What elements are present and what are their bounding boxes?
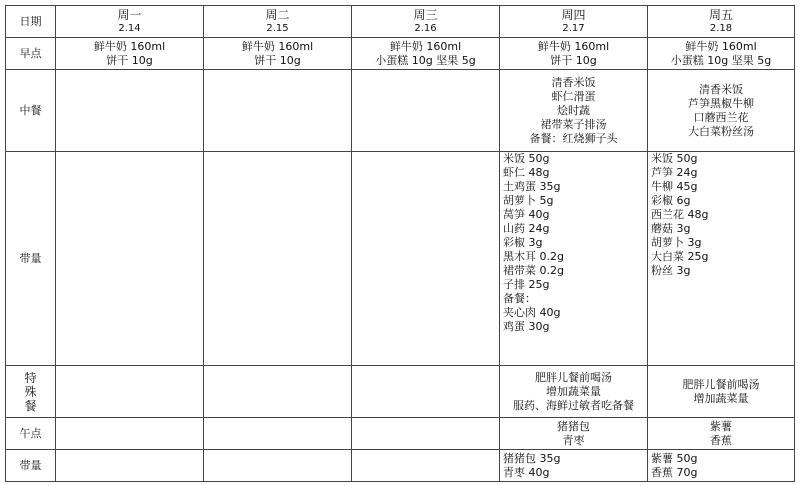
cell-line: 大白菜粉丝汤: [688, 124, 754, 138]
cell-line: 肥胖儿餐前喝汤: [682, 377, 760, 391]
breakfast-label: 早点: [6, 38, 56, 70]
lunch-label: 中餐: [6, 70, 56, 152]
cell-line: 增加蔬菜量: [693, 391, 749, 405]
lunch-thu: [500, 70, 648, 152]
special-label-char: 殊: [24, 384, 37, 399]
cell-line: 清香米饭: [551, 75, 596, 89]
day-name: 周四: [561, 8, 586, 22]
lunch-wed: [352, 70, 500, 152]
breakfast-tue: [204, 38, 352, 70]
day-date: 2.18: [709, 23, 733, 34]
day-date: 2.15: [266, 23, 289, 34]
special-tue: [204, 366, 352, 418]
breakfast-fri: [648, 38, 795, 70]
cell-line: 牛柳 45g: [651, 180, 698, 193]
weekly-menu-table: [5, 5, 795, 482]
afternoon-qty-wed: [352, 450, 500, 482]
cell-line: 西兰花 48g: [651, 208, 709, 221]
cell-line: 小蛋糕 10g 坚果 5g: [375, 53, 476, 67]
cell-line: 粉丝 3g: [651, 264, 691, 277]
cell-line: 鸡蛋 30g: [503, 320, 550, 333]
cell-line: 鲜牛奶 160ml: [389, 39, 462, 53]
day-header-tue: [204, 6, 352, 38]
day-header-fri: [648, 6, 795, 38]
cell-line: 清香米饭: [699, 82, 743, 96]
afternoon-snack-row: [6, 418, 795, 450]
afternoon-fri: [648, 418, 795, 450]
cell-line: 备餐：: [503, 292, 536, 305]
cell-line: 紫薯: [710, 419, 732, 433]
lunch-row: [6, 70, 795, 152]
header-row: [6, 6, 795, 38]
afternoon-snack-label: 午点: [6, 418, 56, 450]
afternoon-mon: [56, 418, 204, 450]
cell-line: 香蕉 70g: [651, 465, 698, 479]
cell-line: 鲜牛奶 160ml: [537, 39, 610, 53]
afternoon-qty-fri: [648, 450, 795, 482]
lunch-fri: [648, 70, 795, 152]
special-label-char: 特: [24, 370, 37, 385]
cell-line: 黑木耳 0.2g: [503, 250, 564, 263]
cell-line: 山药 24g: [503, 222, 550, 235]
cell-line: 口蘑西兰花: [693, 110, 749, 124]
cell-line: 香蕉: [710, 433, 732, 447]
special-fri: [648, 366, 795, 418]
day-name: 周三: [413, 8, 438, 22]
day-date: 2.17: [562, 23, 585, 34]
lunch-qty-tue: [204, 152, 352, 366]
special-thu: [500, 366, 648, 418]
cell-line: 猪猪包 35g: [503, 451, 561, 465]
cell-line: 彩椒 3g: [503, 236, 543, 249]
cell-line: 备餐：红烧狮子头: [529, 131, 618, 145]
cell-line: 莴笋 40g: [503, 208, 550, 221]
cell-line: 彩椒 6g: [651, 194, 691, 207]
cell-line: 鲜牛奶 160ml: [93, 39, 166, 53]
cell-line: 青枣: [562, 433, 585, 447]
cell-line: 虾仁滑蛋: [551, 89, 596, 103]
cell-line: 裙带菜 0.2g: [503, 264, 564, 277]
cell-line: 饼干 10g: [550, 53, 597, 67]
lunch-quantity-row: [6, 152, 795, 366]
special-meal-row: [6, 366, 795, 418]
day-name: 周一: [117, 8, 142, 22]
cell-line: 饼干 10g: [106, 53, 153, 67]
lunch-tue: [204, 70, 352, 152]
lunch-qty-wed: [352, 152, 500, 366]
cell-line: 服药、海鲜过敏者吃备餐: [513, 398, 634, 412]
lunch-mon: [56, 70, 204, 152]
lunch-quantity-label: 带量: [6, 152, 56, 366]
cell-line: 增加蔬菜量: [546, 384, 601, 398]
day-date: 2.16: [414, 23, 437, 34]
cell-line: 小蛋糕 10g 坚果 5g: [670, 53, 772, 67]
cell-line: 子排 25g: [503, 278, 550, 291]
afternoon-qty-thu: [500, 450, 648, 482]
day-header-thu: [500, 6, 648, 38]
afternoon-quantity-row: [6, 450, 795, 482]
day-name: 周二: [265, 8, 290, 22]
cell-line: 芦笋 24g: [651, 166, 698, 179]
afternoon-qty-mon: [56, 450, 204, 482]
special-label-char: 餐: [24, 398, 37, 413]
special-meal-label: [6, 366, 56, 418]
day-header-mon: [56, 6, 204, 38]
breakfast-row: [6, 38, 795, 70]
cell-line: 鲜牛奶 160ml: [685, 39, 757, 53]
cell-line: 紫薯 50g: [651, 451, 698, 465]
cell-line: 米饭 50g: [651, 152, 698, 165]
cell-line: 裙带菜子排汤: [540, 117, 607, 131]
cell-line: 肥胖儿餐前喝汤: [535, 370, 612, 384]
cell-line: 鲜牛奶 160ml: [241, 39, 314, 53]
day-date: 2.14: [118, 23, 141, 34]
cell-line: 饼干 10g: [254, 53, 301, 67]
cell-line: 猪猪包: [557, 419, 590, 433]
afternoon-qty-tue: [204, 450, 352, 482]
afternoon-quantity-label: 带量: [6, 450, 56, 482]
afternoon-tue: [204, 418, 352, 450]
afternoon-thu: [500, 418, 648, 450]
day-header-wed: [352, 6, 500, 38]
cell-line: 土鸡蛋 35g: [503, 180, 561, 193]
cell-line: 胡萝卜 5g: [503, 194, 554, 207]
cell-line: 虾仁 48g: [503, 166, 550, 179]
lunch-qty-fri: [648, 152, 795, 366]
cell-line: 蘑菇 3g: [651, 222, 691, 235]
cell-line: 大白菜 25g: [651, 250, 709, 263]
special-mon: [56, 366, 204, 418]
cell-line: 芦笋黑椒牛柳: [688, 96, 754, 110]
cell-line: 烩时蔬: [557, 103, 590, 117]
cell-line: 胡萝卜 3g: [651, 236, 702, 249]
special-wed: [352, 366, 500, 418]
breakfast-thu: [500, 38, 648, 70]
day-name: 周五: [708, 8, 733, 22]
lunch-qty-thu: [500, 152, 648, 366]
lunch-qty-mon: [56, 152, 204, 366]
cell-line: 夹心肉 40g: [503, 306, 561, 319]
afternoon-wed: [352, 418, 500, 450]
breakfast-wed: [352, 38, 500, 70]
breakfast-mon: [56, 38, 204, 70]
cell-line: 青枣 40g: [503, 465, 550, 479]
cell-line: 米饭 50g: [503, 152, 550, 165]
date-label: 日期: [6, 6, 56, 38]
